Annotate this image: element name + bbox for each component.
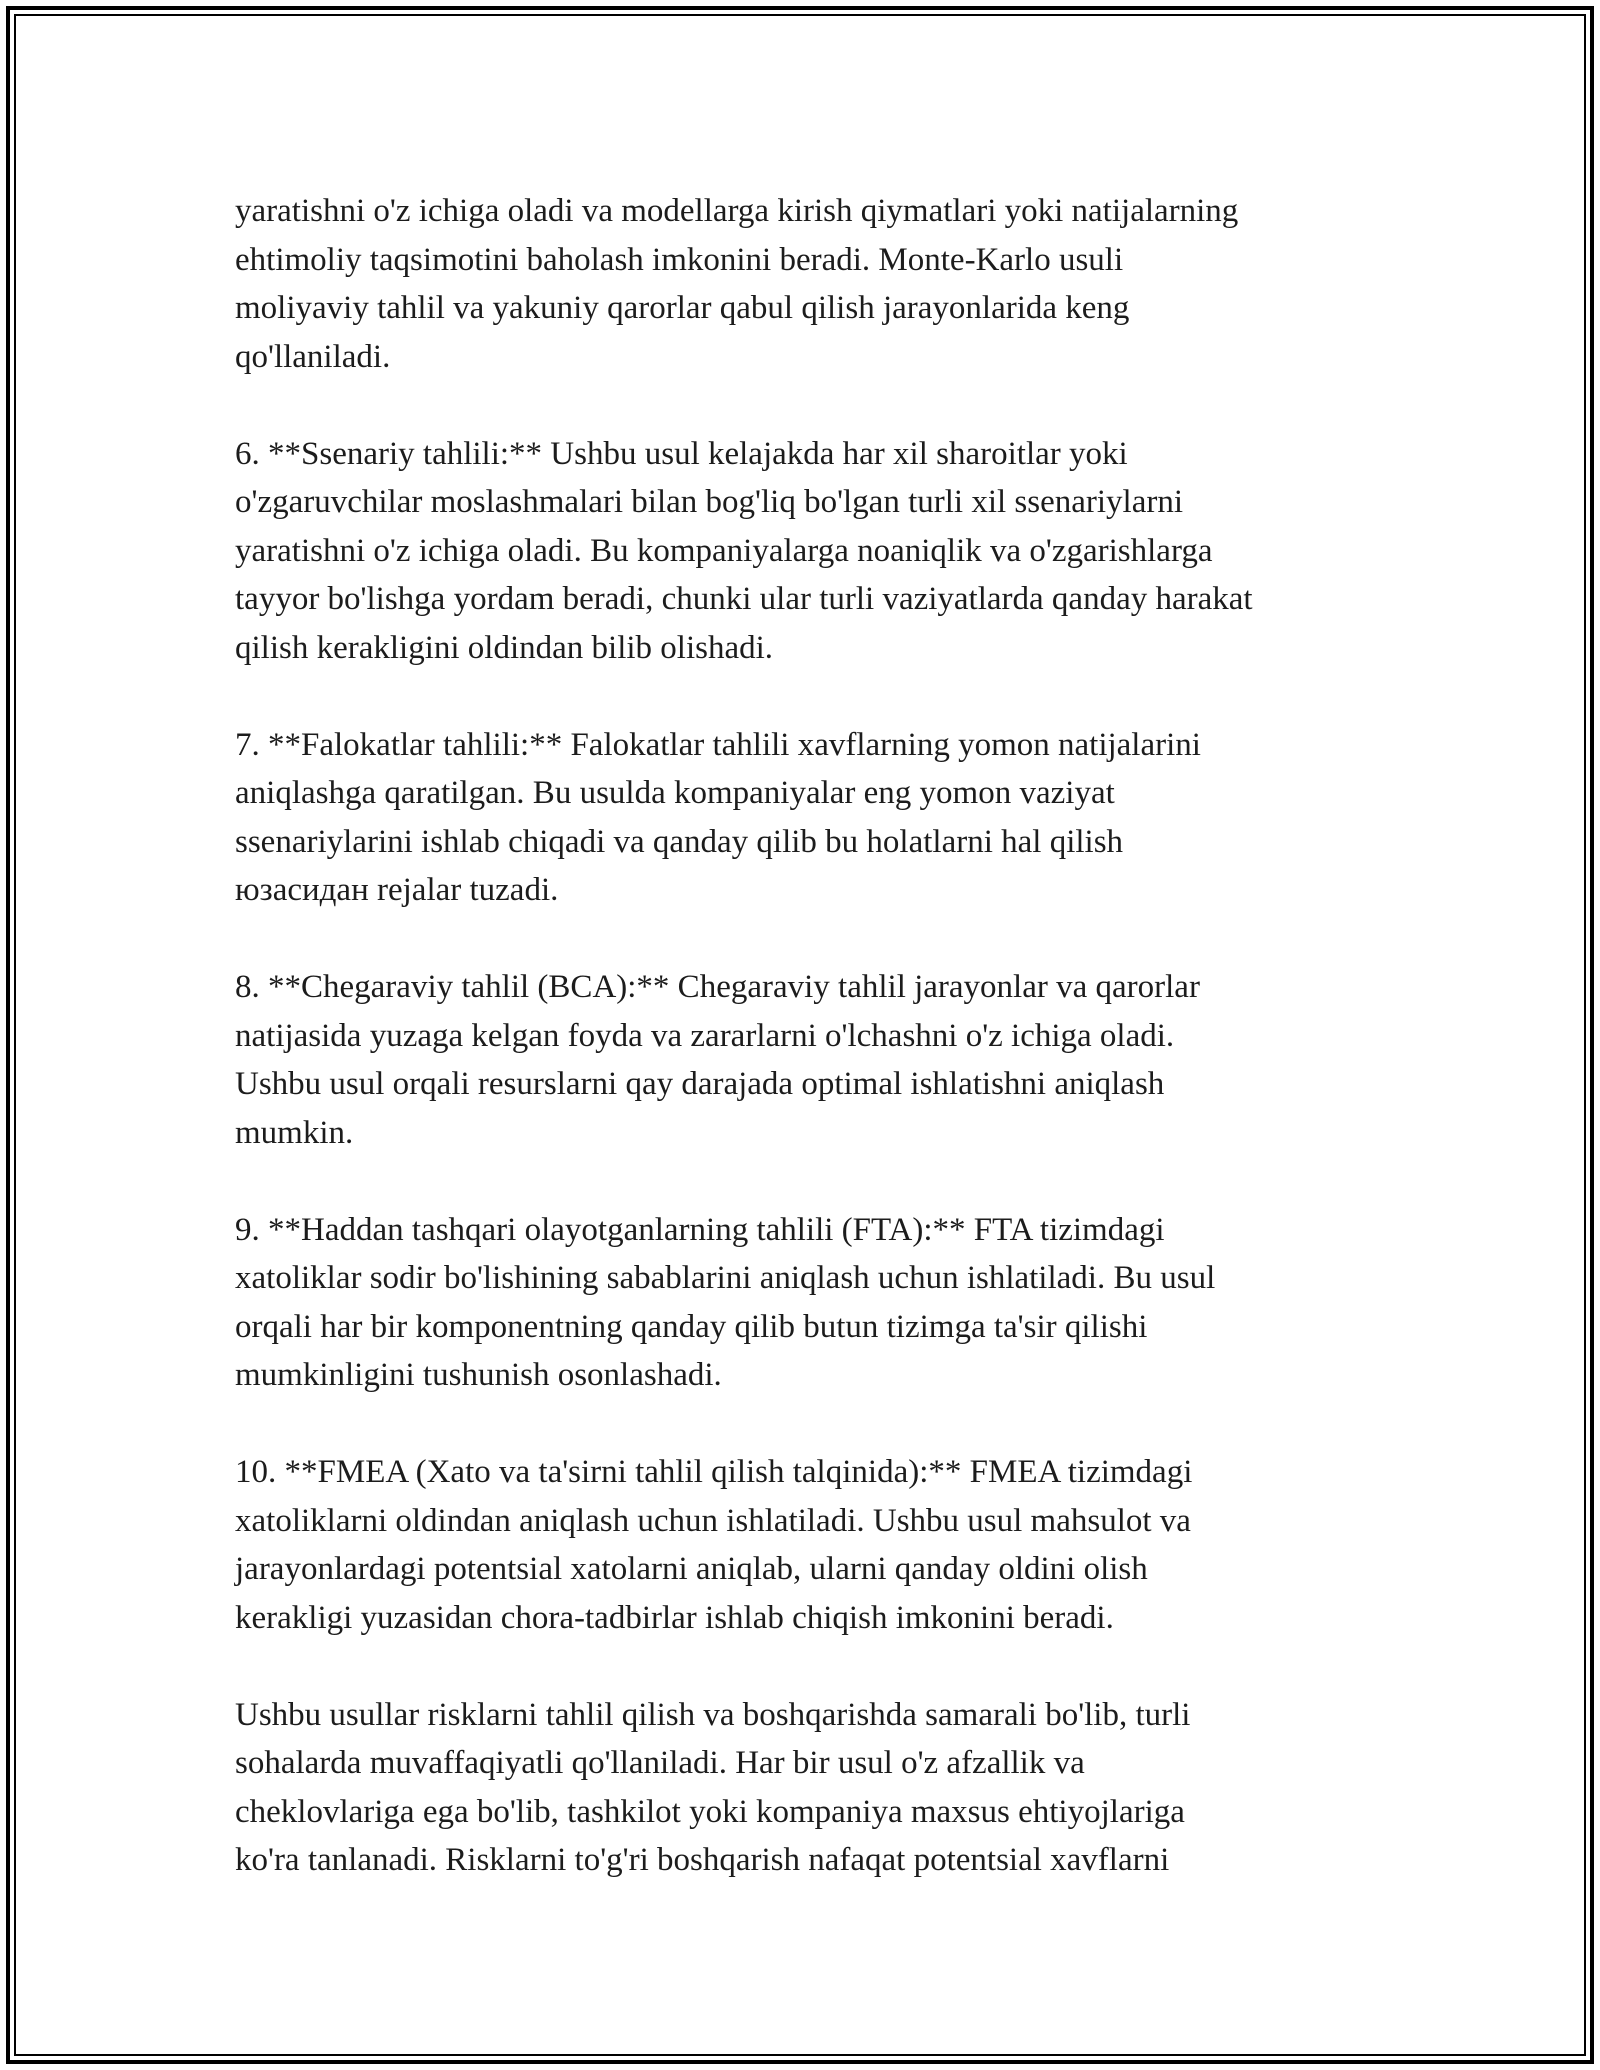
text-line: yaratishni o'z ichiga oladi. Bu kompaniyalarga noaniqlik va o'zgarishlarga	[235, 532, 1213, 569]
paragraph-monte-carlo-continuation	[235, 187, 1395, 381]
text-line: cheklovlariga ega bo'lib, tashkilot yoki kompaniya maxsus ehtiyojlariga	[235, 1793, 1185, 1830]
text-line: xatoliklar sodir bo'lishining sabablarini aniqlash uchun ishlatiladi. Bu usul	[235, 1260, 1216, 1296]
paragraph-item-7-disaster-analysis	[235, 721, 1395, 915]
text-line: 6. **Ssenariy tahlili:** Ushbu usul kelajakda har xil sharoitlar yoki	[235, 435, 1128, 472]
text-line: qilish kerakligini oldindan bilib olishadi.	[235, 629, 774, 666]
text-line: 8. **Chegaraviy tahlil (BCA):** Chegaraviy tahlil jarayonlar va qarorlar	[235, 969, 1200, 1005]
text-line: aniqlashga qaratilgan. Bu usulda kompaniyalar eng yomon vaziyat	[235, 775, 1115, 811]
text-line: Ushbu usul orqali resurslarni qay darajada optimal ishlatishni aniqlash	[235, 1066, 1165, 1102]
document-body	[235, 187, 1395, 1933]
paragraph-item-9-fta	[235, 1206, 1395, 1400]
text-line: ehtimoliy taqsimotini baholash imkonini beradi. Monte-Karlo usuli	[235, 241, 1124, 278]
text-line: yaratishni o'z ichiga oladi va modellarga kirish qiymatlari yoki natijalarning	[235, 193, 1239, 229]
text-line: natijasida yuzaga kelgan foyda va zararlarni o'lchashni o'z ichiga oladi.	[235, 1017, 1175, 1054]
text-line: Ushbu usullar risklarni tahlil qilish va boshqarishda samarali bo'lib, turli	[235, 1696, 1191, 1733]
text-line: mumkin.	[235, 1114, 354, 1151]
text-line: moliyaviy tahlil va yakuniy qarorlar qabul qilish jarayonlarida keng	[235, 290, 1130, 326]
text-line: юзасидан rejalar tuzadi.	[235, 872, 559, 908]
text-line: 7. **Falokatlar tahlili:** Falokatlar tahlili xavflarning yomon natijalarini	[235, 726, 1201, 763]
paragraph-item-6-scenario-analysis	[235, 430, 1395, 673]
paragraph-conclusion	[235, 1691, 1395, 1885]
paragraph-item-8-boundary-analysis	[235, 963, 1395, 1157]
text-line: xatoliklarni oldindan aniqlash uchun ishlatiladi. Ushbu usul mahsulot va	[235, 1502, 1191, 1539]
text-line: sohalarda muvaffaqiyatli qo'llaniladi. Har bir usul o'z afzallik va	[235, 1745, 1085, 1781]
text-line: ko'ra tanlanadi. Risklarni to'g'ri boshqarish nafaqat potentsial xavflarni	[235, 1842, 1170, 1878]
text-line: tayyor bo'lishga yordam beradi, chunki ular turli vaziyatlarda qanday harakat	[235, 581, 1253, 617]
text-line: ssenariylarini ishlab chiqadi va qanday qilib bu holatlarni hal qilish	[235, 823, 1124, 860]
text-line: jarayonlardagi potentsial xatolarni aniqlab, ularni qanday oldini olish	[235, 1551, 1148, 1587]
text-line: orqali har bir komponentning qanday qilib butun tizimga ta'sir qilishi	[235, 1308, 1148, 1345]
text-line: kerakligi yuzasidan chora-tadbirlar ishlab chiqish imkonini beradi.	[235, 1599, 1114, 1636]
text-line: 9. **Haddan tashqari olayotganlarning tahlili (FTA):** FTA tizimdagi	[235, 1211, 1165, 1248]
text-line: mumkinligini tushunish osonlashadi.	[235, 1357, 722, 1393]
text-line: qo'llaniladi.	[235, 338, 391, 375]
text-line: 10. **FMEA (Xato va ta'sirni tahlil qilish talqinida):** FMEA tizimdagi	[235, 1454, 1193, 1490]
paragraph-item-10-fmea	[235, 1448, 1395, 1642]
text-line: o'zgaruvchilar moslashmalari bilan bog'liq bo'lgan turli xil ssenariylarni	[235, 484, 1184, 520]
